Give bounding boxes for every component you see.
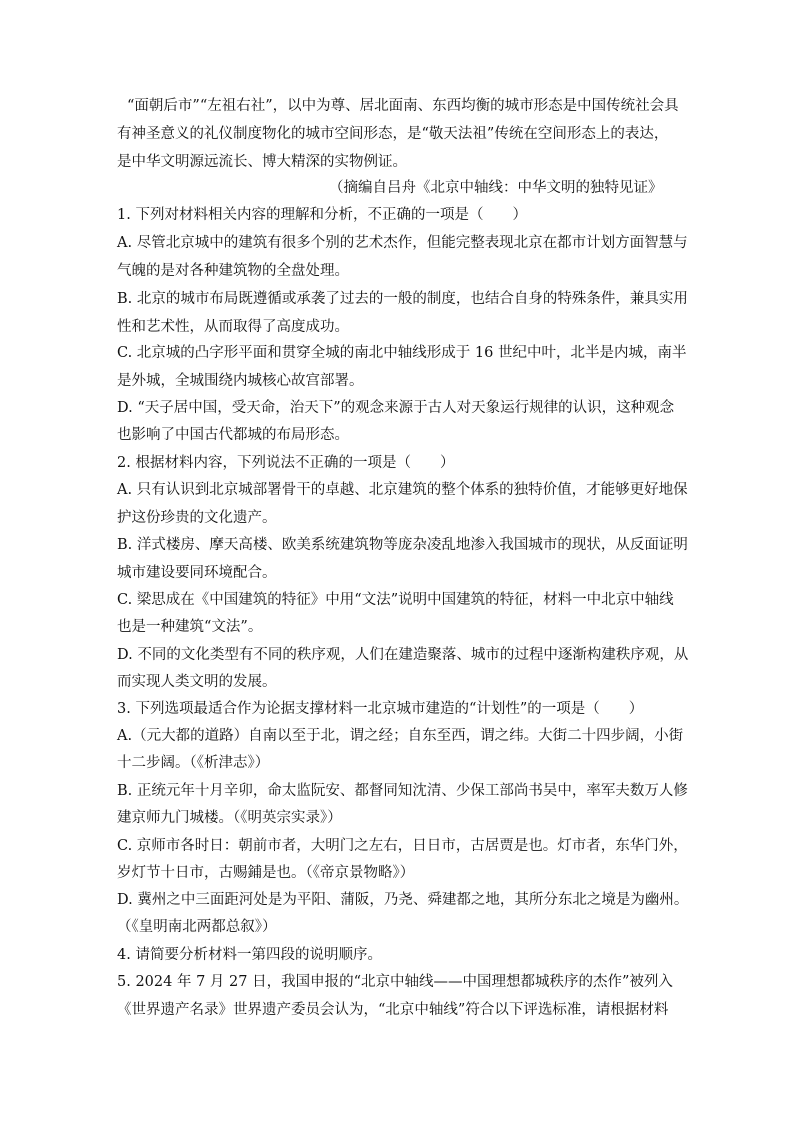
intro-line: 是中华文明源远流长、博大精深的实物例证。	[117, 154, 407, 170]
question-3-stem: 3. 下列选项最适合作为论据支撑材料一北京城市建造的“计划性”的一项是（ ）	[117, 701, 644, 717]
question-5-stem-cont: 《世界遗产名录》世界遗产委员会认为，“北京中轴线”符合以下评选标准，请根据材料	[117, 1002, 669, 1018]
question-2-option-d: D. 不同的文化类型有不同的秩序观，人们在建造聚落、城市的过程中逐渐构建秩序观，从	[117, 647, 689, 663]
question-5-stem: 5. 2024 年 7 月 27 日，我国申报的“北京中轴线——中国理想都城秩序的杰作”被列入	[117, 974, 673, 990]
question-3-option-d: D. 冀州之中三面距河处是为平阳、蒲阪，乃尧、舜建都之地，其所分东北之境是为幽州。	[117, 892, 689, 908]
question-1-option-b-cont: 性和艺术性，从而取得了高度成功。	[117, 319, 349, 335]
question-2-option-d-cont: 而实现人类文明的发展。	[117, 674, 277, 690]
question-4-stem: 4. 请简要分析材料一第四段的说明顺序。	[117, 947, 382, 963]
question-1-option-d: D. “天子居中国，受天命，治天下”的观念来源于古人对天象运行规律的认识，这种观念	[117, 400, 675, 416]
question-1-option-c-cont: 是外城，全城围绕内城核心故宫部署。	[117, 373, 364, 389]
source-citation: （摘编自吕舟《北京中轴线：中华文明的独特见证》	[329, 180, 663, 196]
question-1-option-d-cont: 也影响了中国古代都城的布局形态。	[117, 427, 349, 443]
question-2-option-b: B. 洋式楼房、摩天高楼、欧美系统建筑物等庞杂凌乱地渗入我国城市的现状，从反面证明	[117, 537, 688, 553]
question-3-option-a-cont: 十二步阔。（《析津志》）	[117, 755, 270, 771]
question-1-option-a: A. 尽管北京城中的建筑有很多个别的艺术杰作，但能完整表现北京在都市计划方面智慧与	[117, 235, 688, 251]
question-1-option-a-cont: 气魄的是对各种建筑物的全盘处理。	[117, 263, 349, 279]
question-3-option-b: B. 正统元年十月辛卯，命太监阮安、都督同知沈清、少保工部尚书吴中，率军夫数万人修	[117, 783, 688, 799]
question-2-option-c-cont: 也是一种建筑“文法”。	[117, 619, 263, 635]
intro-line: 有神圣意义的礼仪制度物化的城市空间形态，是“敬天法祖”传统在空间形态上的表达，	[117, 126, 669, 142]
question-1-stem: 1. 下列对材料相关内容的理解和分析，不正确的一项是（ ）	[117, 207, 527, 223]
question-1-option-b: B. 北京的城市布局既遵循或承袭了过去的一般的制度，也结合自身的特殊条件，兼具实用	[117, 291, 688, 307]
question-3-option-d-cont: （《皇明南北两都总叙》）	[117, 919, 277, 935]
question-2-option-b-cont: 城市建设要同环境配合。	[117, 565, 277, 581]
question-3-option-c-cont: 岁灯节十日市，古赐鋪是也。（《帝京景物略》）	[117, 865, 415, 881]
question-2-option-a: A. 只有认识到北京城部署骨干的卓越、北京建筑的整个体系的独特价值，才能够更好地保	[117, 482, 688, 498]
question-3-option-b-cont: 建京师九门城楼。（《明英宗实录》）	[117, 810, 342, 826]
question-1-option-c: C. 北京城的凸字形平面和贯穿全城的南北中轴线形成于 16 世纪中叶，北半是内城，南半	[117, 345, 687, 361]
question-2-stem: 2. 根据材料内容，下列说法不正确的一项是（ ）	[117, 455, 455, 471]
question-3-option-a: A.（元大都的道路）自南以至于北，谓之经；自东至西，谓之纬。大街二十四步阔，小街	[117, 728, 684, 744]
question-2-option-a-cont: 护这份珍贵的文化遗产。	[117, 510, 277, 526]
question-2-option-c: C. 梁思成在《中国建筑的特征》中用“文法”说明中国建筑的特征，材料一中北京中轴线	[117, 592, 674, 608]
intro-line: “面朝后市”“左祖右社”，以中为尊、居北面南、东西均衡的城市形态是中国传统社会具	[127, 98, 679, 114]
question-3-option-c: C. 京师市各时日：朝前市者，大明门之左右，日日市，古居贾是也。灯市者，东华门外，	[117, 838, 688, 854]
